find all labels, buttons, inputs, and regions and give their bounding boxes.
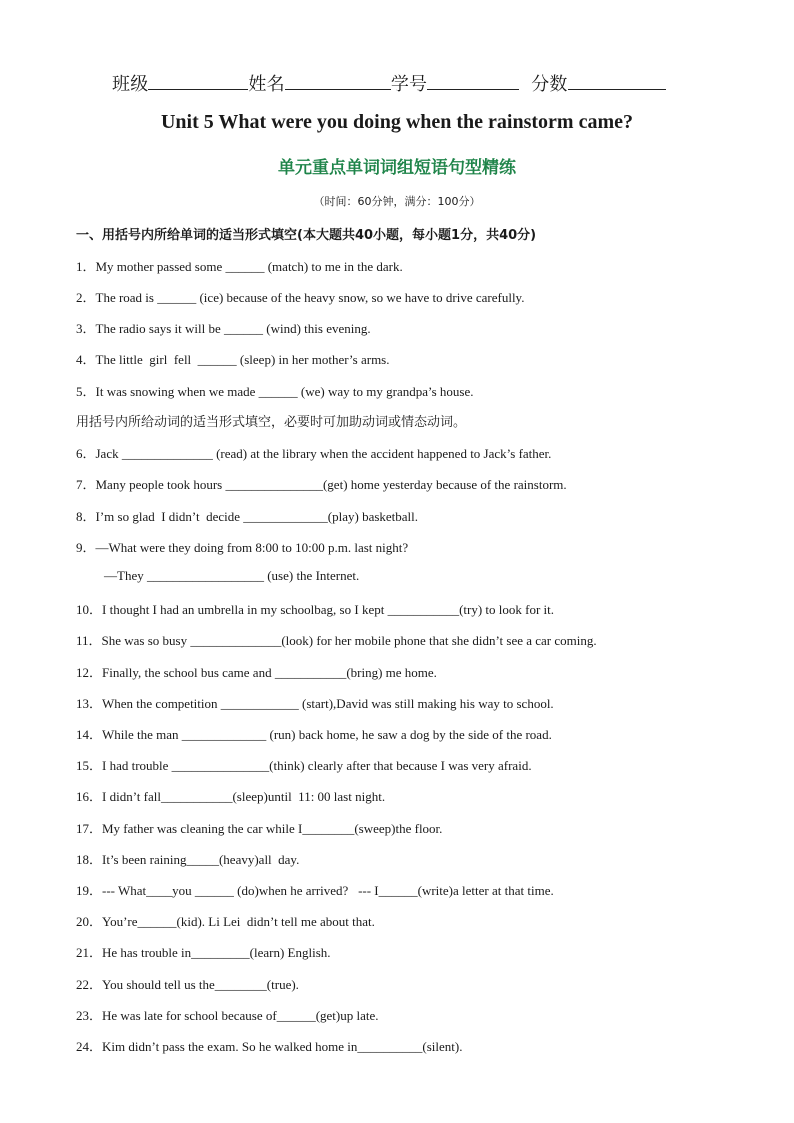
question-item: 23．He was late for school because of______(get)up late.: [76, 1008, 379, 1023]
question-item: 18．It’s been raining_____(heavy)all day.: [76, 852, 300, 867]
question-item: 12．Finally, the school bus came and ___________(bring) me home.: [76, 665, 437, 680]
question-item: 4．The little girl fell ______ (sleep) in her mother’s arms.: [76, 352, 390, 367]
question-item: 10．I thought I had an umbrella in my schoolbag, so I kept ___________(try) to look for it.: [76, 602, 555, 617]
question-item: 22．You should tell us the________(true).: [76, 977, 299, 992]
question-item: 8．I’m so glad I didn’t decide _____________(play) basketball.: [76, 509, 419, 524]
question-item: 15．I had trouble _______________(think) clearly after that because I was very afraid.: [76, 758, 532, 773]
verb-instruction: 用括号内所给动词的适当形式填空，必要时可加助动词或情态动词。: [76, 415, 467, 430]
name-label: 姓名: [248, 74, 285, 94]
question-item: 11．She was so busy ______________(look) for her mobile phone that she didn’t see a car coming.: [76, 633, 597, 648]
question-item: 17．My father was cleaning the car while I________(sweep)the floor.: [76, 821, 443, 836]
class-label: 班级: [112, 74, 149, 94]
page-title: Unit 5 What were you doing when the rainstorm came?: [160, 111, 634, 133]
question-item: 13．When the competition ____________ (start),David was still making his way to school.: [76, 696, 554, 711]
section-heading: 一、用括号内所给单词的适当形式填空(本大题共40小题，每小题1分，共40分): [76, 228, 537, 243]
question-item: 19．--- What____you ______ (do)when he arrived? --- I______(write)a letter at that time.: [76, 883, 554, 898]
question-item: 21．He has trouble in_________(learn) English.: [76, 945, 331, 960]
name-blank: [285, 72, 391, 90]
question-item: 14．While the man _____________ (run) back home, he saw a dog by the side of the road.: [76, 727, 552, 742]
question-item: 16．I didn’t fall___________(sleep)until 11: 00 last night.: [76, 789, 386, 804]
question-item: —They __________________ (use) the Internet.: [104, 568, 360, 583]
question-item: 2．The road is ______ (ice) because of the heavy snow, so we have to drive carefully.: [76, 290, 525, 305]
student-number-blank: [427, 72, 519, 90]
page-subtitle: 单元重点单词词组短语句型精练: [278, 158, 516, 178]
question-item: 9．—What were they doing from 8:00 to 10:00 p.m. last night?: [76, 540, 409, 555]
question-item: 5．It was snowing when we made ______ (we) way to my grandpa’s house.: [76, 384, 474, 399]
student-number-label: 学号: [390, 74, 428, 94]
question-item: 7．Many people took hours _______________(get) home yesterday because of the rainstorm.: [76, 477, 567, 492]
student-info-line: [112, 70, 712, 96]
score-label: 分数: [531, 74, 568, 94]
class-blank: [148, 72, 248, 90]
question-item: 20．You’re______(kid). Li Lei didn’t tell me about that.: [76, 914, 375, 929]
question-item: 6．Jack ______________ (read) at the library when the accident happened to Jack’s father.: [76, 446, 552, 461]
question-item: 24．Kim didn’t pass the exam. So he walked home in__________(silent).: [76, 1039, 463, 1054]
question-item: 1．My mother passed some ______ (match) to me in the dark.: [76, 259, 403, 274]
time-score-note: （时间：60分钟，满分：100分）: [313, 195, 481, 208]
question-item: 3．The radio says it will be ______ (wind) this evening.: [76, 321, 371, 336]
score-blank: [568, 72, 666, 90]
